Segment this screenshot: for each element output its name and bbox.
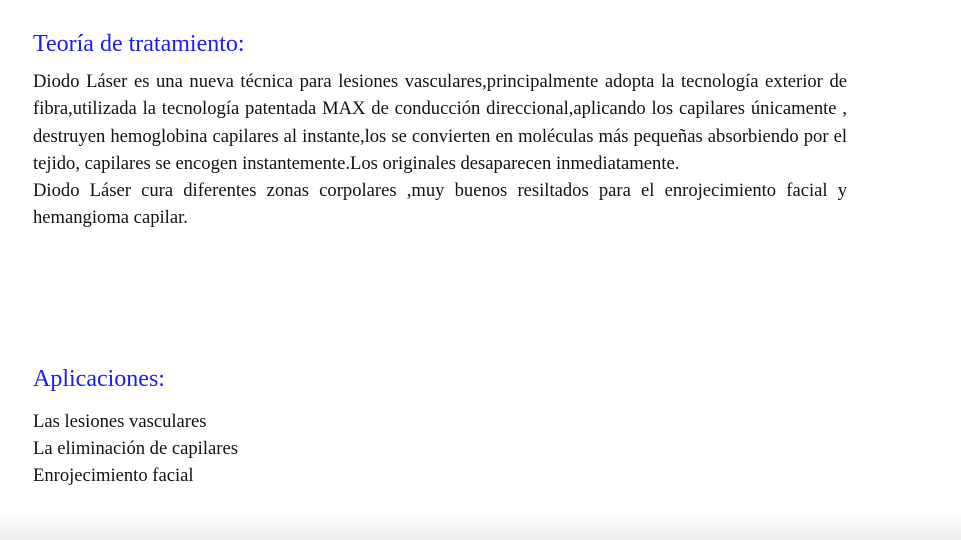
list-item: Las lesiones vasculares: [33, 411, 207, 432]
page-bottom-shadow: [0, 512, 961, 540]
list-item: La eliminación de capilares: [33, 438, 238, 459]
list-item: Enrojecimiento facial: [33, 465, 194, 486]
treatment-paragraph-1: Diodo Láser es una nueva técnica para lesiones vasculares,principalmente adopta la tecnología exterior de fibra,utilizada la tecnología patentada MAX de conducción direccional,aplicando los capilares únicamente , destruyen hemoglobina capilares al instante,los se convierten en moléculas más pequeñas absorbiendo por el tejido, capilares se encogen instantemente.Los originales desaparecen inmediatamente.: [33, 71, 847, 174]
treatment-paragraph-2: Diodo Láser cura diferentes zonas corpolares ,muy buenos resiltados para el enrojecimiento facial y hemangioma capilar.: [33, 180, 847, 229]
treatment-theory-heading: Teoría de tratamiento:: [33, 31, 245, 57]
treatment-theory-body: [33, 68, 847, 232]
applications-list: [33, 408, 238, 489]
applications-heading: Aplicaciones:: [33, 366, 165, 392]
